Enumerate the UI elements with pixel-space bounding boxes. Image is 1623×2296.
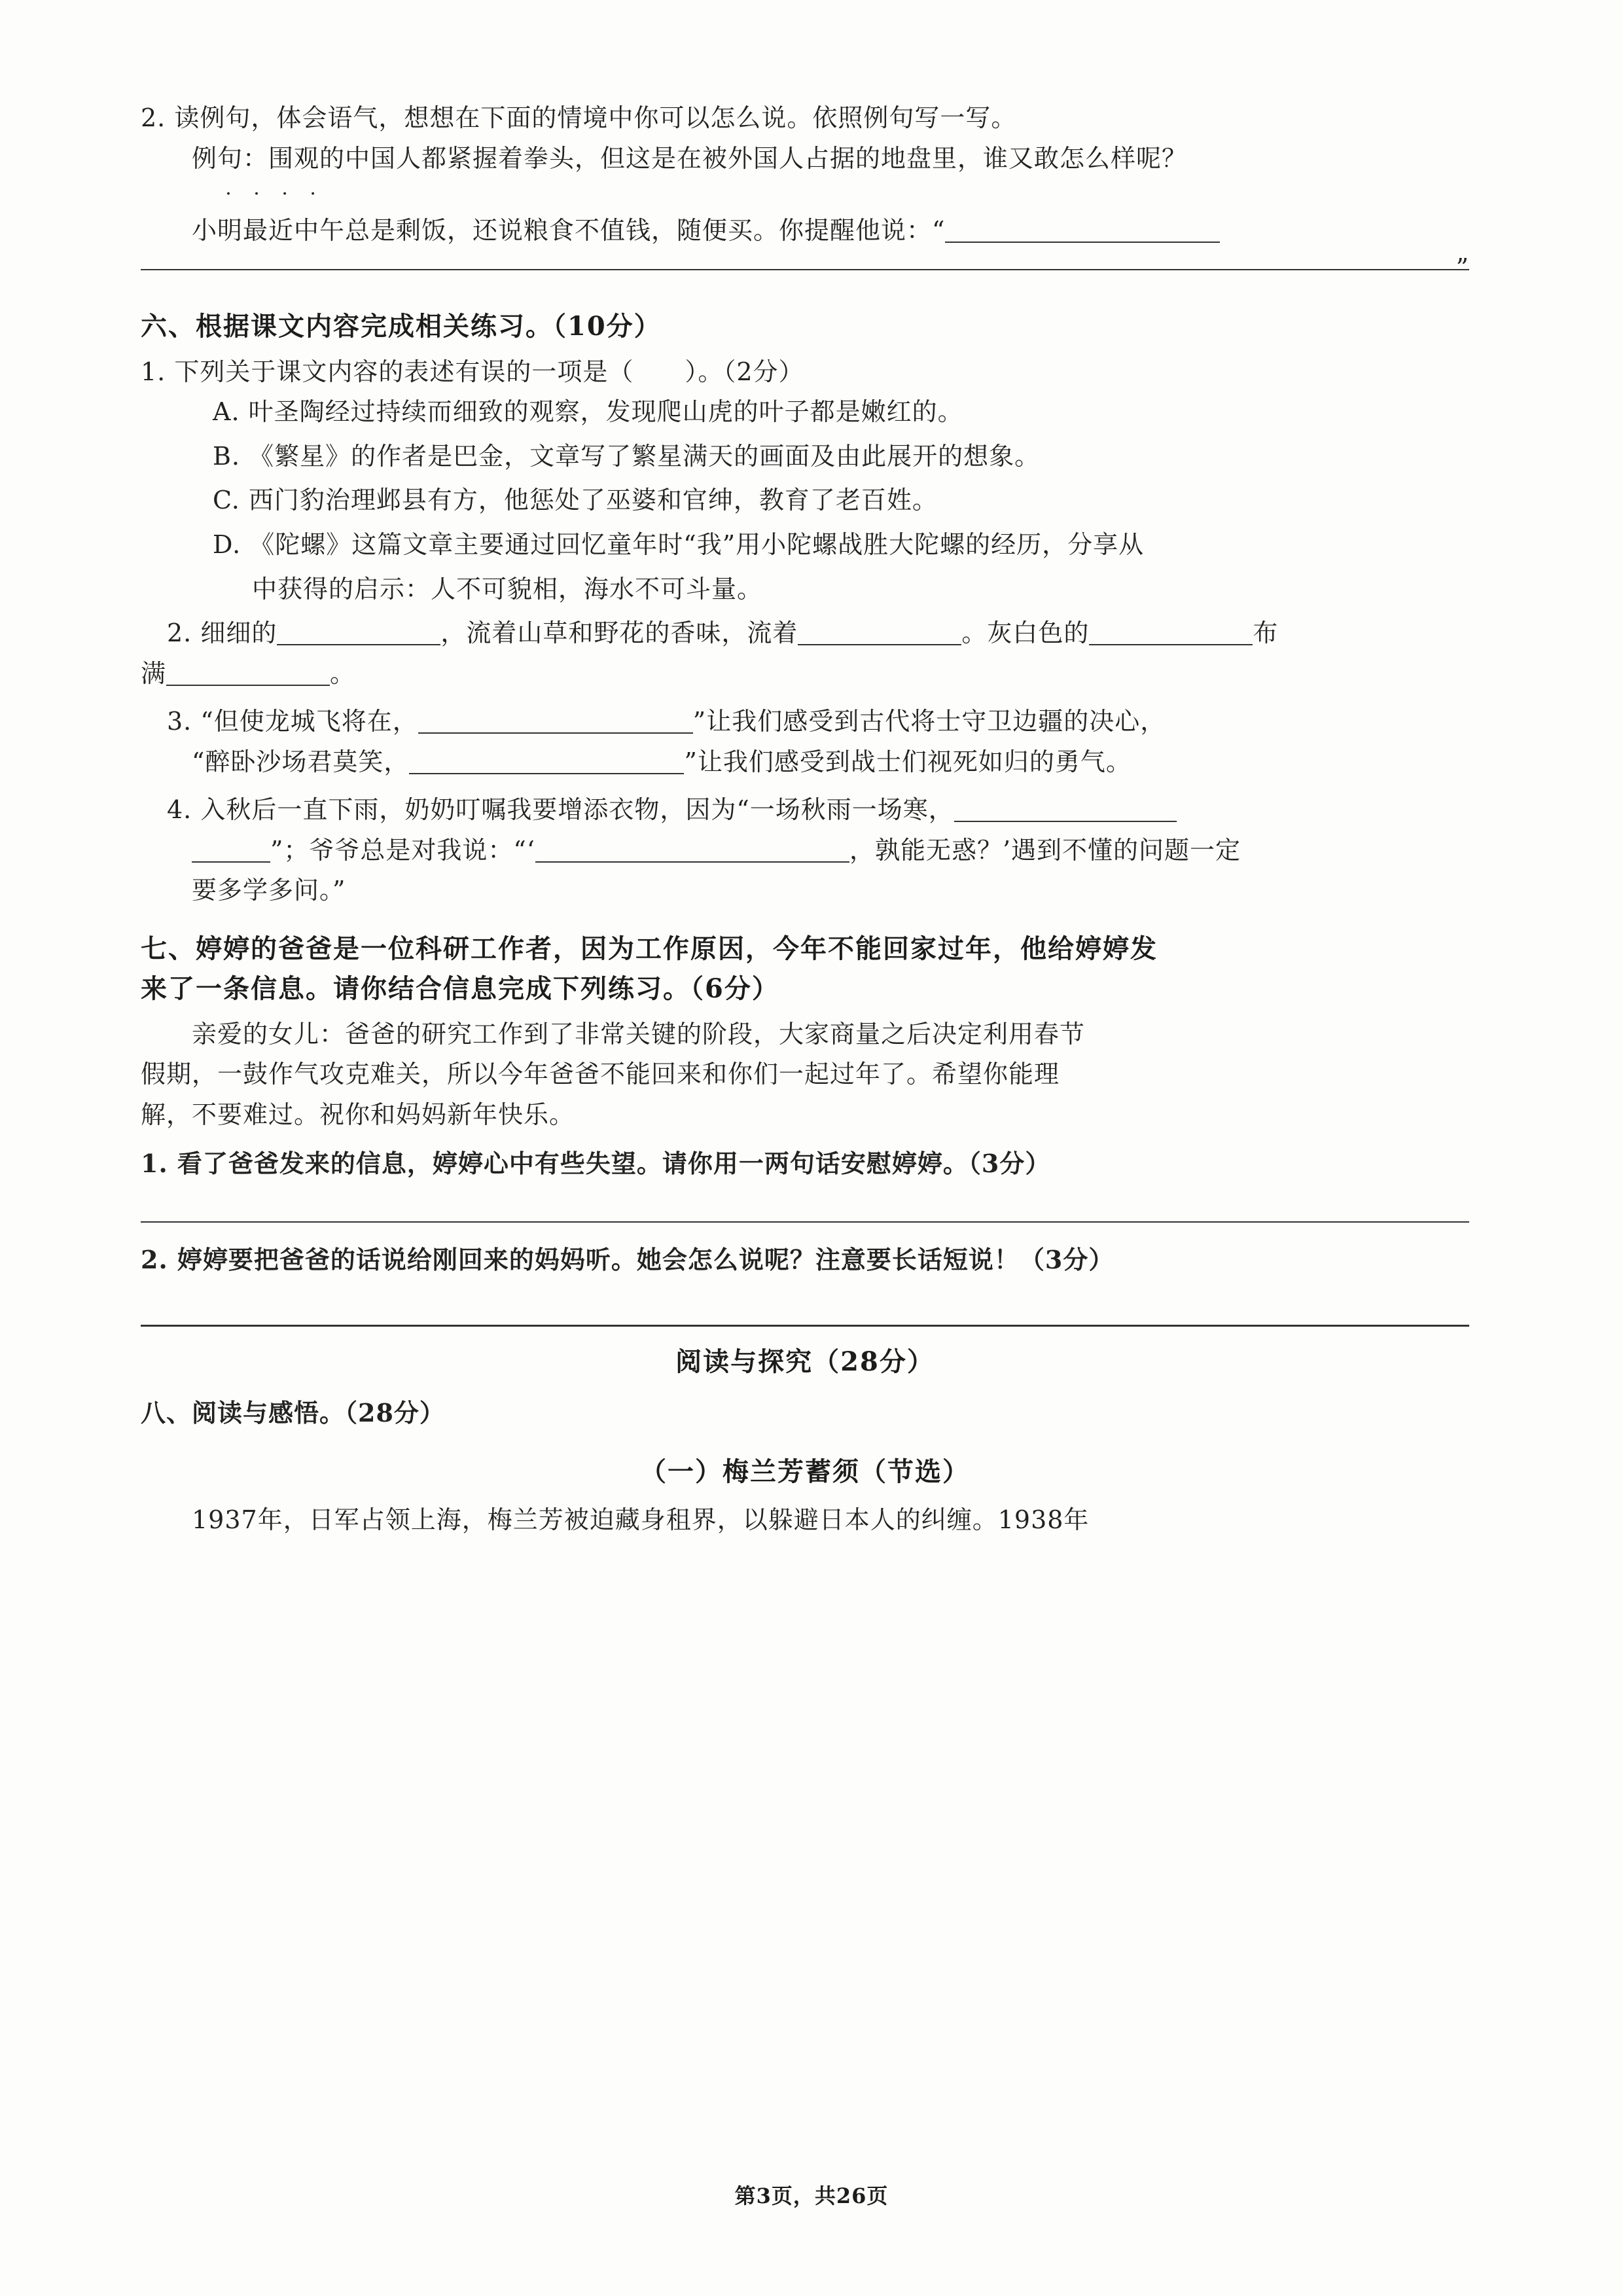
paper-content	[141, 98, 1469, 2212]
emphasis-dots-row-1: · · · ·	[141, 183, 324, 206]
question-2-block	[141, 98, 1469, 289]
proverb-line-1: 入秋后一直下雨，奶奶叮嘱我要增添衣物，因为“一场秋雨一场寒，	[200, 795, 954, 825]
answer-blank[interactable]	[954, 795, 1177, 822]
passage-title: （一）梅兰芳蓄须（节选）	[640, 1456, 970, 1488]
section-6-heading: 六、根据课文内容完成相关练习。（10分）	[141, 310, 662, 342]
option-d-continued: 中获得的启示：人不可貌相，海水不可斗量。	[252, 574, 763, 603]
section-6-item-3	[141, 702, 1469, 742]
answer-blank[interactable]	[945, 215, 1220, 243]
section-6-item-4-end: 要多学多问。”	[192, 876, 346, 905]
message-line-1: 亲爱的女儿：爸爸的研究工作到了非常关键的阶段，大家商量之后决定利用春节	[192, 1019, 1086, 1049]
section-6-item-1	[141, 352, 1469, 393]
section-7-heading-line-1: 七、婷婷的爸爸是一位科研工作者，因为工作原因，今年不能回家过年，他给婷婷发	[141, 933, 1158, 964]
example-sentence: 围观的中国人都紧握着拳头，但这是在被外国人占据的地盘里，谁又敢怎么样呢？	[268, 143, 1188, 173]
message-line-2: 假期，一鼓作气攻克难关，所以今年爸爸不能回来和你们一起过年了。希望你能理	[141, 1060, 1060, 1089]
section-6-item-3-cont	[141, 742, 1469, 783]
option-c[interactable]: C. 西门豹治理邺县有方，他惩处了巫婆和官绅，教育了老百姓。	[213, 486, 938, 515]
page-footer: 第3页，共26页	[734, 2183, 889, 2208]
question-2-example	[141, 139, 1469, 179]
proverb-line-2-pre: ”；爷爷总是对我说：“‘	[270, 835, 535, 865]
option-a[interactable]: A. 叶圣陶经过持续而细致的观察，发现爬山虎的叶子都是嫩红的。	[213, 397, 963, 427]
proverb-line-2-post: ，孰能无惑？’遇到不懂的问题一定	[849, 835, 1241, 865]
item-number: 2.	[167, 619, 192, 648]
section-6-item-2-cont	[141, 654, 1469, 694]
poem-line-2-pre: “醉卧沙场君莫笑，	[192, 747, 410, 776]
poem-line-1-post: ”让我们感受到古代将士守卫边疆的决心，	[692, 707, 1166, 736]
answer-blank[interactable]	[535, 835, 849, 863]
answer-blank[interactable]	[798, 618, 961, 645]
reading-banner: 阅读与探究（28分）	[675, 1346, 935, 1377]
section-6-item-4-cont	[141, 831, 1469, 871]
poem-line-2-post: ”让我们感受到战士们视死如归的勇气。	[684, 747, 1132, 776]
item-number: 3.	[167, 707, 192, 736]
question-2-prompt	[141, 98, 1469, 139]
item-number: 1.	[141, 357, 166, 386]
section-7-item-1	[141, 1143, 1469, 1184]
item-number: 4.	[167, 795, 192, 825]
message-line-3: 解，不要难过。祝你和妈妈新年快乐。	[141, 1100, 575, 1129]
fill-text-2: ，流着山草和野花的香味，流着	[440, 619, 798, 648]
section-8-heading: 八、阅读与感悟。（28分）	[141, 1397, 445, 1427]
answer-space[interactable]	[141, 1280, 1469, 1302]
scenario-close-quote: ”	[1455, 253, 1469, 283]
item-number: 1.	[141, 1148, 168, 1178]
answer-blank[interactable]	[277, 618, 440, 645]
section-6-item-2	[141, 613, 1469, 654]
answer-blank[interactable]	[192, 835, 270, 863]
passage-first-line: 1937年，日军占领上海，梅兰芳被迫藏身租界，以躲避日本人的纠缠。1938年	[192, 1505, 1090, 1535]
answer-rule-2[interactable]	[141, 1220, 1469, 1223]
answer-blank[interactable]	[418, 706, 693, 734]
example-label: 例句：	[192, 143, 269, 173]
fill-text-3: 。灰白色的	[961, 619, 1090, 648]
fill-text-5: 满	[141, 658, 167, 688]
scenario-text: 小明最近中午总是剩饭，还说粮食不值钱，随便买。你提醒他说：“	[192, 215, 946, 245]
section-6-item-4	[141, 790, 1469, 831]
question-2-scenario	[141, 211, 1469, 251]
fill-text-1: 细细的	[200, 619, 277, 648]
answer-blank[interactable]	[166, 658, 330, 686]
item-number: 2.	[141, 1245, 168, 1275]
option-b[interactable]: B. 《繁星》的作者是巴金，文章写了繁星满天的画面及由此展开的想象。	[213, 441, 1041, 471]
section-7-heading-line-2: 来了一条信息。请你结合信息完成下列练习。（6分）	[141, 973, 779, 1004]
item-text: 婷婷要把爸爸的话说给刚回来的妈妈听。她会怎么说呢？注意要长话短说！（3分）	[177, 1245, 1115, 1275]
answer-blank[interactable]	[1089, 618, 1253, 645]
question-2-text: 读例句，体会语气，想想在下面的情境中你可以怎么说。依照例句写一写。	[174, 103, 1017, 132]
section-7-item-2	[141, 1240, 1469, 1280]
question-2-number: 2.	[141, 103, 166, 132]
fill-text-6: 。	[330, 658, 356, 688]
answer-blank[interactable]	[409, 747, 684, 774]
option-d[interactable]: D. 《陀螺》这篇文章主要通过回忆童年时“我”用小陀螺战胜大陀螺的经历，分享从	[213, 529, 1145, 559]
poem-line-1-pre: “但使龙城飞将在，	[200, 707, 418, 736]
item-text: 下列关于课文内容的表述有误的一项是（ ）。（2分）	[174, 357, 804, 386]
fill-text-4: 布	[1253, 619, 1279, 648]
section-divider	[141, 1325, 1469, 1327]
item-text: 看了爸爸发来的信息，婷婷心中有些失望。请你用一两句话安慰婷婷。（3分）	[177, 1148, 1051, 1178]
